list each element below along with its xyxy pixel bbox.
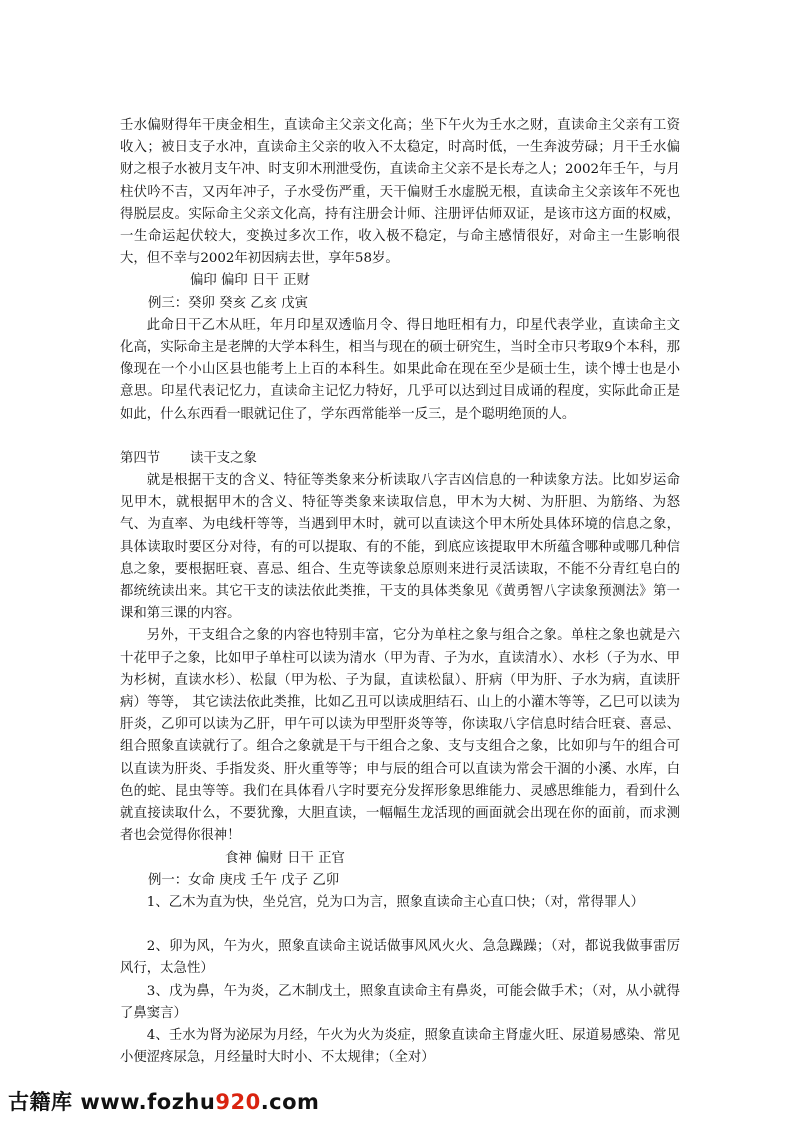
section-number: 第四节 bbox=[120, 450, 161, 466]
document-body bbox=[120, 115, 680, 1069]
list-item-4: 4、壬水为肾为泌尿为月经，午火为火为炎症，照象直读命主肾虚火旺、尿道易感染、常见小便涩疼尿急，月经量时大时小、不太规律；（全对） bbox=[120, 1027, 680, 1066]
pillar-labels-example-1: 食神 偏财 日干 正官 bbox=[225, 850, 345, 866]
list-item-2: 2、卯为风，午为火，照象直读命主说话做事风风火火、急急躁躁；（对，都说我做事雷厉风行，太急性） bbox=[120, 939, 680, 977]
paragraph-example-3-analysis: 此命日干乙木从旺，年月印星双透临月令、得日地旺相有力，印星代表学业，直读命主文化高，实际命主是老牌的大学本科生，相当与现在的硕士研究生，当时全市只考取9个本科，那像现在一个小山区县也能考上上百的本科生。如果此命在现在至少是硕士生，读个博士也是小意思。印星代表记忆力，直读命主记忆力特好，几乎可以达到过目成诵的程度，实际此命正是如此，什么东西看一眼就记住了，学东西常能举一反三，是个聪明绝顶的人。 bbox=[120, 317, 680, 422]
paragraph-combination-images: 另外，干支组合之象的内容也特别丰富，它分为单柱之象与组合之象。单柱之象也就是六十花甲子之象，比如甲子单柱可以读为清水（甲为青、子为水，直读清水）、水杉（子为水、甲为杉树，直读水杉）、松鼠（甲为松、子为鼠，直读松鼠）、肝病（甲为肝、子水为病，直读肝病）等等， 其它读法依此类推，比如乙丑可以读成胆结石、山上的小灌木等等，乙巳可以读为肝炎，乙卯可以读为乙肝，甲午可以读为甲型肝炎等等，你读取八字信息时结合旺衰、喜忌、组合照象直读就行了。组合之象就是干与干组合之象、支与支组合之象，比如卯与午的组合可以直读为肝炎、手指发炎、肝火重等等；申与辰的组合可以直读为常会干涸的小溪、水库，白色的蛇、昆虫等等。我们在具体看八字时要充分发挥形象思维能力、灵感思维能力，看到什么就直接读取什么，不要犹豫，大胆直读，一幅幅生龙活现的画面就会出现在你的面前，而求测者也会觉得你很神！ bbox=[120, 628, 680, 844]
section-title: 读干支之象 bbox=[190, 450, 257, 466]
section-heading bbox=[120, 448, 680, 470]
footer-url-highlight: 920 bbox=[215, 1090, 261, 1114]
list-item-3: 3、戊为鼻，午为炎，乙木制戊土，照象直读命主有鼻炎，可能会做手术；（对，从小就得了鼻窦言） bbox=[120, 983, 680, 1021]
paragraph-father-reading: 壬水偏财得年干庚金相生，直读命主父亲文化高；坐下午火为壬水之财，直读命主父亲有工资收入；被日支子水冲，直读命主父亲的收入不太稳定，时高时低，一生奔波劳碌；月干壬水偏财之根子水被月支午冲、时支卯木刑泄受伤，直读命主父亲不是长寿之人；2002年壬午，与月柱伏吟不吉，又丙年冲子，子水受伤严重，天干偏财壬水虚脱无根，直读命主父亲该年不死也得脱层皮。实际命主父亲文化高，持有注册会计师、注册评估师双证，是该市这方面的权威，一生命运起伏较大，变换过多次工作，收入极不稳定，与命主感情很好，对命主一生影响很大，但不幸与2002年初因病去世，享年58岁。 bbox=[120, 118, 680, 267]
pillar-labels-example-3: 偏印 偏印 日干 正财 bbox=[190, 273, 310, 289]
footer-brand: 古籍库 bbox=[8, 1090, 73, 1114]
list-item-1: 1、乙木为直为快，坐兑宫，兑为口为言，照象直读命主心直口快；（对，常得罪人） bbox=[146, 894, 645, 910]
footer-watermark bbox=[8, 1086, 319, 1116]
footer-url: www.fozhu920.com bbox=[80, 1090, 320, 1114]
example-3-chart: 例三：癸卯 癸亥 乙亥 戊寅 bbox=[148, 295, 309, 311]
example-1-chart: 例一：女命 庚戌 壬午 戊子 乙卯 bbox=[148, 872, 340, 888]
paragraph-stem-branch-method: 就是根据干支的含义、特征等类象来分析读取八字吉凶信息的一种读象方法。比如岁运命见甲木，就根据甲木的含义、特征等类象来读取信息，甲木为大树、为肝胆、为筋络、为怒气、为直率、为电线杆等等，当遇到甲木时，就可以直读这个甲木所处具体环境的信息之象，具体读取时要区分对待，有的可以提取、有的不能，到底应该提取甲木所蕴含哪种或哪几种信息之象，要根据旺衰、喜忌、组合、生克等读象总原则来进行灵活读取，不能不分青红皂白的都统统读出来。其它干支的读法依此类推，干支的具体类象见《黄勇智八字读象预测法》第一课和第三课的内容。 bbox=[120, 473, 680, 622]
